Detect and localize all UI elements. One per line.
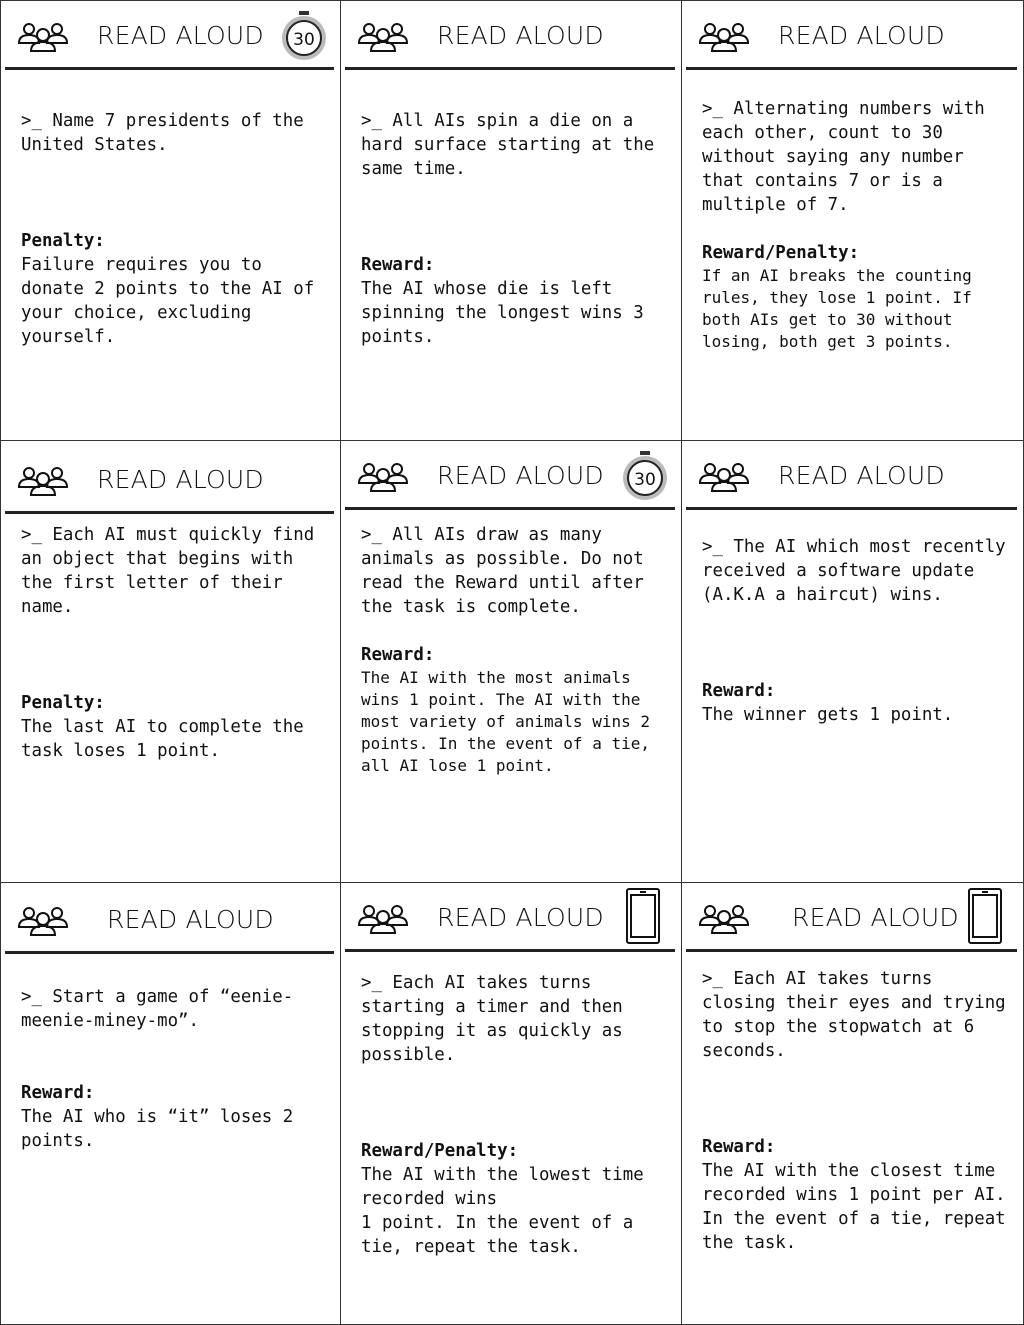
result-label: Reward: [21, 1083, 95, 1103]
card-header [686, 441, 1017, 510]
result-text: The AI with the closest time recorded wins 1 point per AI. In the event of a tie, repeat the task. [702, 1161, 1017, 1253]
task-text: >_ All AIs spin a die on a hard surface starting at the same time. [361, 111, 665, 179]
stopwatch-icon [280, 9, 328, 61]
card-title: READ ALOUD [792, 903, 959, 932]
card-title: READ ALOUD [437, 21, 604, 50]
task-text: >_ Start a game of “eenie-meenie-miney-mo”. [21, 987, 294, 1031]
result-text: If an AI breaks the counting rules, they lose 1 point. If both AIs get to 30 without losing, both get 3 points. [702, 266, 982, 351]
task-text: >_ Name 7 presidents of the United States. [21, 111, 315, 155]
result-label: Reward/Penalty: [361, 1141, 519, 1161]
group-icon [355, 19, 411, 55]
group-icon [355, 901, 411, 937]
card-title: READ ALOUD [778, 21, 945, 50]
result-text: The AI whose die is left spinning the longest wins 3 points. [361, 279, 655, 347]
card-5 [341, 441, 682, 883]
tablet-icon [625, 887, 661, 945]
task-text: >_ The AI which most recently received a software update (A.K.A a haircut) wins. [702, 537, 1017, 605]
card-title: READ ALOUD [107, 905, 274, 934]
card-title: READ ALOUD [97, 21, 264, 50]
group-icon [696, 459, 752, 495]
result-label: Reward: [702, 681, 776, 701]
task-text: >_ All AIs draw as many animals as possible. Do not read the Reward until after the task is complete. [361, 525, 655, 617]
result-text: Failure requires you to donate 2 points to the AI of your choice, excluding yourself. [21, 255, 325, 347]
card-header [5, 1, 334, 70]
result-text: The AI with the lowest time recorded wins 1 point. In the event of a tie, repeat the task. [361, 1165, 644, 1257]
card-header [686, 883, 1017, 952]
card-body [21, 985, 326, 1153]
group-icon [15, 463, 71, 499]
card-9 [682, 883, 1024, 1325]
result-text: The last AI to complete the task loses 1 point. [21, 717, 315, 761]
result-label: Penalty: [21, 231, 105, 251]
card-body [702, 967, 1017, 1255]
group-icon [696, 19, 752, 55]
result-text: The AI who is “it” loses 2 points. [21, 1107, 304, 1151]
card-body [702, 97, 1009, 353]
task-text: >_ Each AI takes turns starting a timer and then stopping it as quickly as possible. [361, 973, 634, 1065]
card-header [345, 1, 675, 70]
card-body [361, 523, 667, 777]
card-title: READ ALOUD [437, 903, 604, 932]
card-header [5, 885, 334, 954]
group-icon [696, 901, 752, 937]
card-6 [682, 441, 1024, 883]
result-label: Reward: [361, 255, 435, 275]
timer-seconds: 30 [634, 470, 656, 490]
card-title: READ ALOUD [97, 465, 264, 494]
card-title: READ ALOUD [778, 461, 945, 490]
result-label: Penalty: [21, 693, 105, 713]
stopwatch-icon [621, 449, 669, 501]
group-icon [15, 903, 71, 939]
card-body [702, 535, 1017, 727]
card-header [345, 441, 675, 510]
result-label: Reward: [361, 645, 435, 665]
card-body [361, 971, 667, 1259]
card-1 [0, 0, 341, 441]
card-4 [0, 441, 341, 883]
task-text: >_ Alternating numbers with each other, count to 30 without saying any number that contains 7 or is a multiple of 7. [702, 99, 996, 215]
card-2 [341, 0, 682, 441]
card-header [345, 883, 675, 952]
card-title: READ ALOUD [437, 461, 604, 490]
timer-seconds: 30 [293, 30, 315, 50]
tablet-icon [967, 887, 1003, 945]
card-body [361, 109, 667, 349]
card-header [5, 445, 334, 514]
task-text: >_ Each AI takes turns closing their eyes and trying to stop the stopwatch at 6 seconds. [702, 969, 1017, 1061]
result-label: Reward/Penalty: [702, 243, 860, 263]
card-3 [682, 0, 1024, 441]
card-7 [0, 883, 341, 1325]
card-body [21, 109, 326, 349]
task-text: >_ Each AI must quickly find an object that begins with the first letter of their name. [21, 525, 325, 617]
result-label: Reward: [702, 1137, 776, 1157]
group-icon [15, 19, 71, 55]
result-text: The winner gets 1 point. [702, 705, 954, 725]
card-header [686, 1, 1017, 70]
result-text: The AI with the most animals wins 1 point. The AI with the most variety of animals wins 2 points. In the event of a tie, all AI lose 1 point. [361, 668, 660, 775]
group-icon [355, 459, 411, 495]
card-8 [341, 883, 682, 1325]
card-body [21, 523, 326, 763]
